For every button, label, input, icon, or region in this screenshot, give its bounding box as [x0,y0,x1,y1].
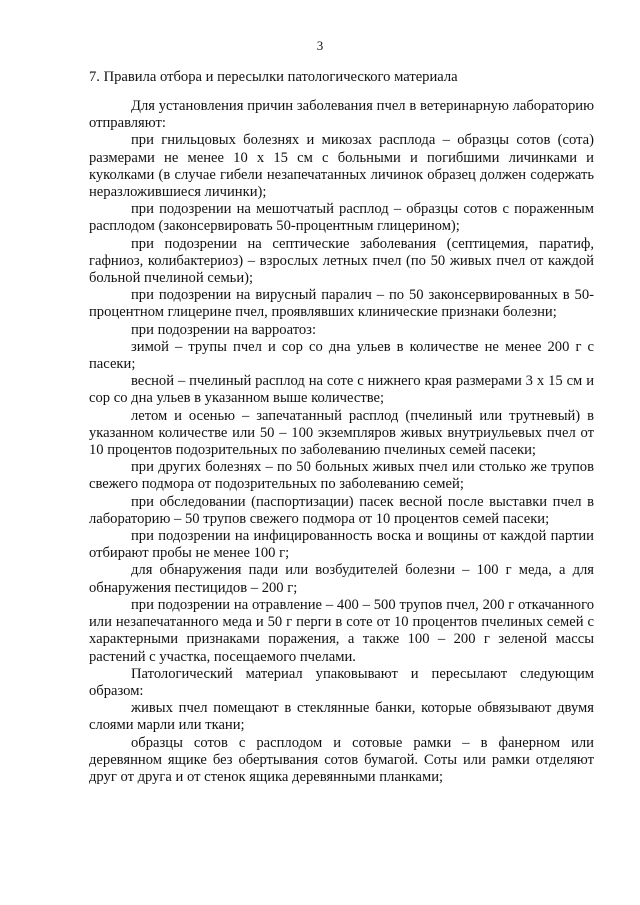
paragraph: весной – пчелиный расплод на соте с нижнего края размерами 3 x 15 см и сор со дна ульев в указанном выше количестве; [89,373,594,407]
paragraph: при обследовании (паспортизации) пасек весной после выставки пчел в лабораторию – 50 трупов свежего подмора от 10 процентов семей пасеки; [89,493,594,527]
document-body [89,98,594,786]
paragraph: при других болезнях – по 50 больных живых пчел или столько же трупов свежего подмора от подозрительных по заболеванию семей; [89,459,594,493]
page-number: 3 [316,38,324,53]
paragraph: при подозрении на вирусный паралич – по 50 законсервированных в 50-процентном глицерине пчел, проявлявших клинические признаки болезни; [89,287,594,321]
paragraph: при подозрении на септические заболевания (септицемия, паратиф, гафниоз, колибактериоз) – взрослых летных пчел (по 50 живых пчел от каждой больной пчелиной семьи); [89,235,594,287]
paragraph: при подозрении на инфицированность воска и вощины от каждой партии отбирают пробы не менее 100 г; [89,528,594,562]
paragraph: для обнаружения пади или возбудителей болезни – 100 г меда, а для обнаружения пестицидов – 200 г; [89,562,594,596]
paragraph: Для установления причин заболевания пчел в ветеринарную лабораторию отправляют: [89,98,594,132]
paragraph: образцы сотов с расплодом и сотовые рамки – в фанерном или деревянном ящике без обертывания сотов бумагой. Соты или рамки отделяют друг от друга и от стенок ящика деревянными планками; [89,734,594,785]
paragraph: Патологический материал упаковывают и пересылают следующим образом: [89,665,594,699]
paragraph: при гнильцовых болезнях и микозах расплода – образцы сотов (сота) размерами не менее 10 x 15 см с больными и погибшими личинками и куколками (в случае гибели незапечатанных личинок образец должен содержать неразложившиеся личинки); [89,132,594,201]
paragraph: живых пчел помещают в стеклянные банки, которые обвязывают двумя слоями марли или ткани; [89,700,594,734]
paragraph: летом и осенью – запечатанный расплод (пчелиный или трутневый) в указанном количестве или 50 – 100 экземпляров живых внутриульевых пчел от 10 процентов подозрительных по заболеванию пчелиных семей пасеки; [89,407,594,459]
paragraph: при подозрении на отравление – 400 – 500 трупов пчел, 200 г откачанного или незапечатанного меда и 50 г перги в соте от 10 процентов пчелиных семей с характерными признаками поражения, а также 100 – 200 г зеленой массы растений с участка, посещаемого пчелами. [89,596,594,665]
paragraph: при подозрении на мешотчатый расплод – образцы сотов с пораженным расплодом (законсервировать 50-процентным глицерином); [89,201,594,235]
paragraph: зимой – трупы пчел и сор со дна ульев в количестве не менее 200 г с пасеки; [89,338,594,373]
section-heading: 7. Правила отбора и пересылки патологического материала [89,69,458,85]
paragraph: при подозрении на варроатоз: [131,321,316,338]
